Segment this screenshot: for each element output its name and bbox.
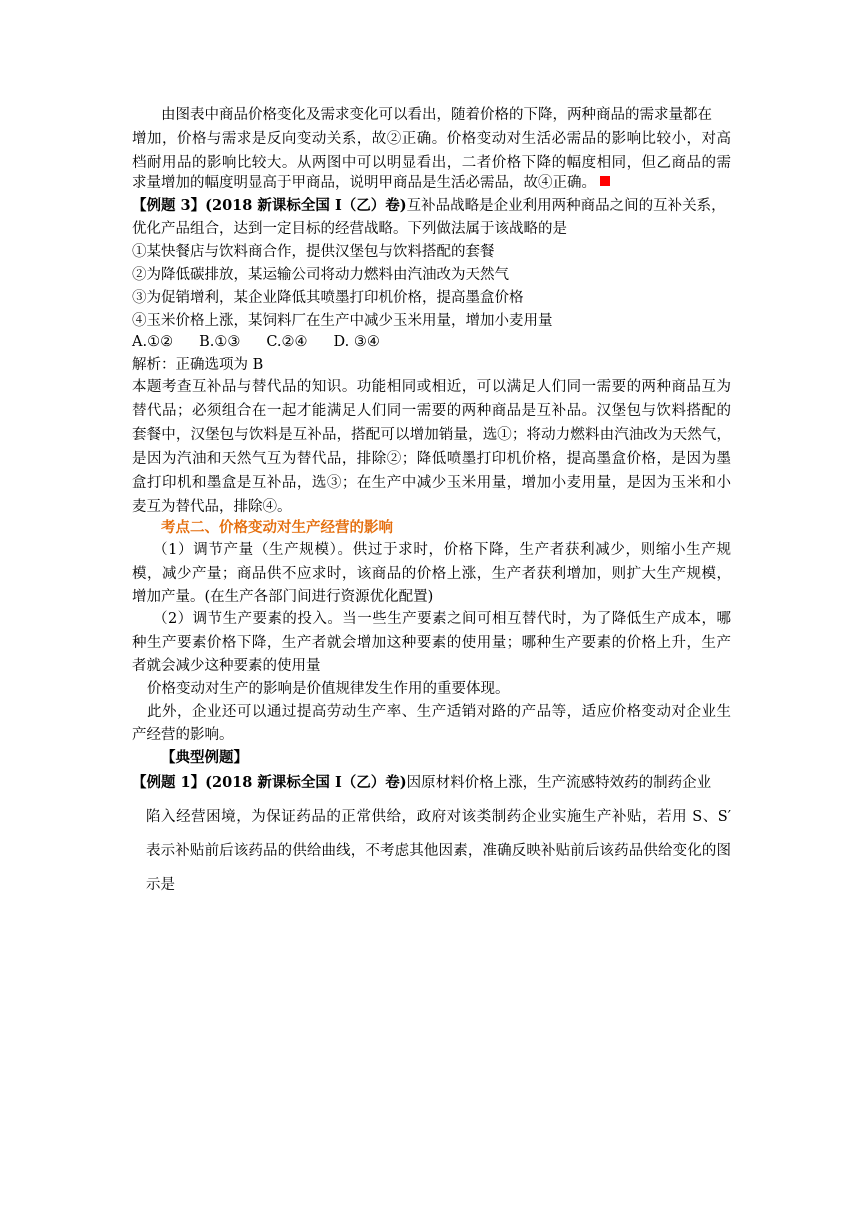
besides-line-2: 产经营的影响。 bbox=[132, 727, 234, 743]
point2-line-3: 者就会减少这种要素的使用量 bbox=[132, 658, 321, 674]
point1-line-1: （1）调节产量（生产规模）。供过于求时，价格下降，生产者获利减少，则缩小生产规 bbox=[153, 542, 731, 558]
typical-title: 【典型例题】 bbox=[161, 749, 248, 766]
option-d: D. ③④ bbox=[333, 334, 380, 350]
option-b: B.①③ bbox=[199, 334, 241, 350]
example3-explain-4: 是因为汽油和天然气互为替代品，排除②；降低喷墨打印机价格，提高墨盒价格，是因为墨 bbox=[132, 451, 731, 467]
example3-item-3: ③为促销增利，某企业降低其喷墨打印机价格，提高墨盒价格 bbox=[132, 290, 524, 306]
law-line: 价格变动对生产的影响是价值规律发生作用的重要体现。 bbox=[147, 681, 510, 697]
example3-explain-6: 麦互为替代品，排除④。 bbox=[132, 499, 292, 515]
example1-line-2: 陷入经营困境，为保证药品的正常供给，政府对该类制药企业实施生产补贴，若用 S、S′ bbox=[146, 809, 731, 825]
example3-answer: 解析：正确选项为 B bbox=[132, 357, 264, 373]
example3-line2: 优化产品组合，达到一定目标的经营战略。下列做法属于该战略的是 bbox=[132, 221, 567, 237]
end-mark-icon bbox=[600, 176, 610, 186]
point2-line-2: 种生产要素价格下降，生产者就会增加这种要素的使用量；哪种生产要素的价格上升，生产 bbox=[132, 635, 731, 651]
analysis-line-4 bbox=[132, 172, 610, 194]
example3-item-4: ④玉米价格上涨，某饲料厂在生产中减少玉米用量，增加小麦用量 bbox=[132, 313, 553, 329]
example3-explain-3: 套餐中，汉堡包与饮料是互补品，搭配可以增加销量，选①；将动力燃料由汽油改为天然气， bbox=[132, 427, 731, 443]
section2-title: 考点二、价格变动对生产经营的影响 bbox=[161, 519, 393, 536]
analysis-line-1: 由图表中商品价格变化及需求变化可以看出，随着价格的下降，两种商品的需求量都在 bbox=[161, 107, 712, 123]
analysis-line-4-text: 求量增加的幅度明显高于甲商品，说明甲商品是生活必需品，故④正确。 bbox=[132, 175, 596, 191]
analysis-line-2: 增加，价格与需求是反向变动关系，故②正确。价格变动对生活必需品的影响比较小，对高 bbox=[132, 131, 731, 147]
example1-line-3: 表示补贴前后该药品的供给曲线，不考虑其他因素，准确反映补贴前后该药品供给变化的图 bbox=[146, 843, 731, 859]
example1-label: 【例题 1】(2018 新课标全国 I（乙）卷) bbox=[132, 774, 407, 791]
example1-line-4: 示是 bbox=[146, 877, 175, 893]
point1-line-3: 增加产量。(在生产各部门间进行资源优化配置) bbox=[132, 589, 434, 605]
example3-item-2: ②为降低碳排放，某运输公司将动力燃料由汽油改为天然气 bbox=[132, 267, 509, 283]
example3-line1: 互补品战略是企业利用两种商品之间的互补关系， bbox=[406, 198, 726, 214]
point2-line-1: （2）调节生产要素的投入。当一些生产要素之间可相互替代时，为了降低生产成本，哪 bbox=[153, 611, 731, 627]
example3-explain-1: 本题考查互补品与替代品的知识。功能相同或相近，可以满足人们同一需要的两种商品互为 bbox=[132, 379, 731, 395]
besides-line-1: 此外，企业还可以通过提高劳动生产率、生产适销对路的产品等，适应价格变动对企业生 bbox=[147, 704, 731, 720]
example3-explain-5: 盒打印机和墨盒是互补品，选③；在生产中减少玉米用量，增加小麦用量，是因为玉米和小 bbox=[132, 475, 731, 491]
example1-header bbox=[132, 772, 711, 794]
option-c: C.②④ bbox=[266, 334, 308, 350]
example1-line1: 因原材料价格上涨，生产流感特效药的制药企业 bbox=[406, 775, 712, 791]
point1-line-2: 模，减少产量；商品供不应求时，该商品的价格上涨，生产者获利增加，则扩大生产规模， bbox=[132, 566, 731, 582]
example3-options bbox=[132, 331, 380, 353]
option-a: A.①② bbox=[132, 334, 174, 350]
example3-label: 【例题 3】(2018 新课标全国 I（乙）卷) bbox=[132, 197, 407, 214]
example3-item-1: ①某快餐店与饮料商合作，提供汉堡包与饮料搭配的套餐 bbox=[132, 244, 495, 260]
example3-explain-2: 替代品；必须组合在一起才能满足人们同一需要的两种商品是互补品。汉堡包与饮料搭配的 bbox=[132, 403, 731, 419]
example3-header bbox=[132, 195, 726, 217]
analysis-line-3: 档耐用品的影响比较大。从两图中可以明显看出，二者价格下降的幅度相同，但乙商品的需 bbox=[132, 155, 731, 171]
